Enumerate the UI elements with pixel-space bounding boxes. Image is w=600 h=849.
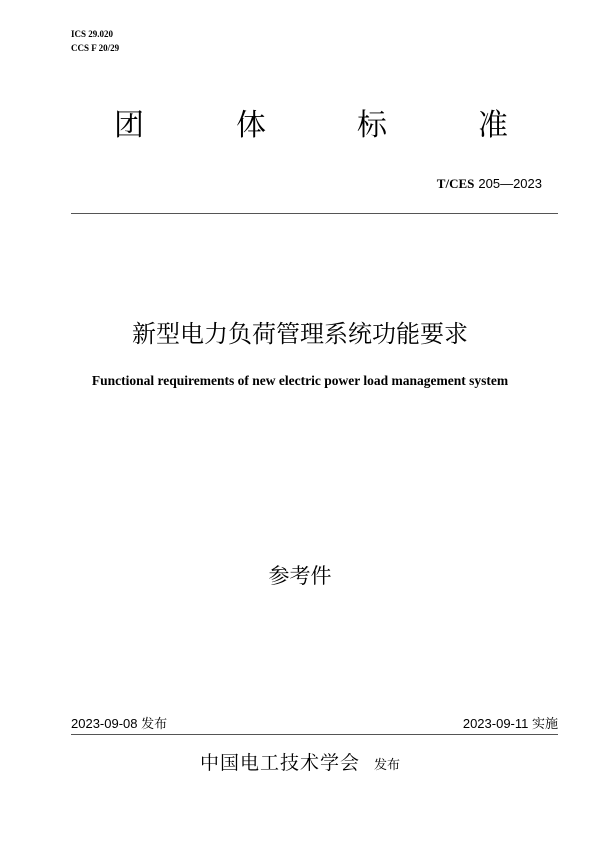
standard-number-code: 205—2023 [478,176,542,191]
standard-number [437,176,542,193]
standard-type-char: 体 [236,108,266,143]
publisher-suffix: 发布 [374,758,401,773]
standard-type-char: 准 [478,108,508,143]
bottom-divider [71,734,558,735]
ics-code: ICS 29.020 [71,29,114,39]
publisher-name: 中国电工技术学会 [199,752,360,774]
document-title-chinese: 新型电力负荷管理系统功能要求 [132,320,468,348]
ccs-code: CCS F 20/29 [71,43,120,53]
top-divider [71,213,558,214]
publish-date: 2023-09-08 发布 [71,716,168,731]
standard-type-char: 标 [357,108,387,143]
document-title-english: Functional requirements of new electric power load management system [91,373,509,388]
implement-date: 2023-09-11 实施 [462,716,558,731]
reference-copy-label: 参考件 [268,564,332,588]
standard-type-char: 团 [114,108,144,143]
standard-number-prefix: T/CES [436,176,475,191]
publisher [0,750,600,776]
